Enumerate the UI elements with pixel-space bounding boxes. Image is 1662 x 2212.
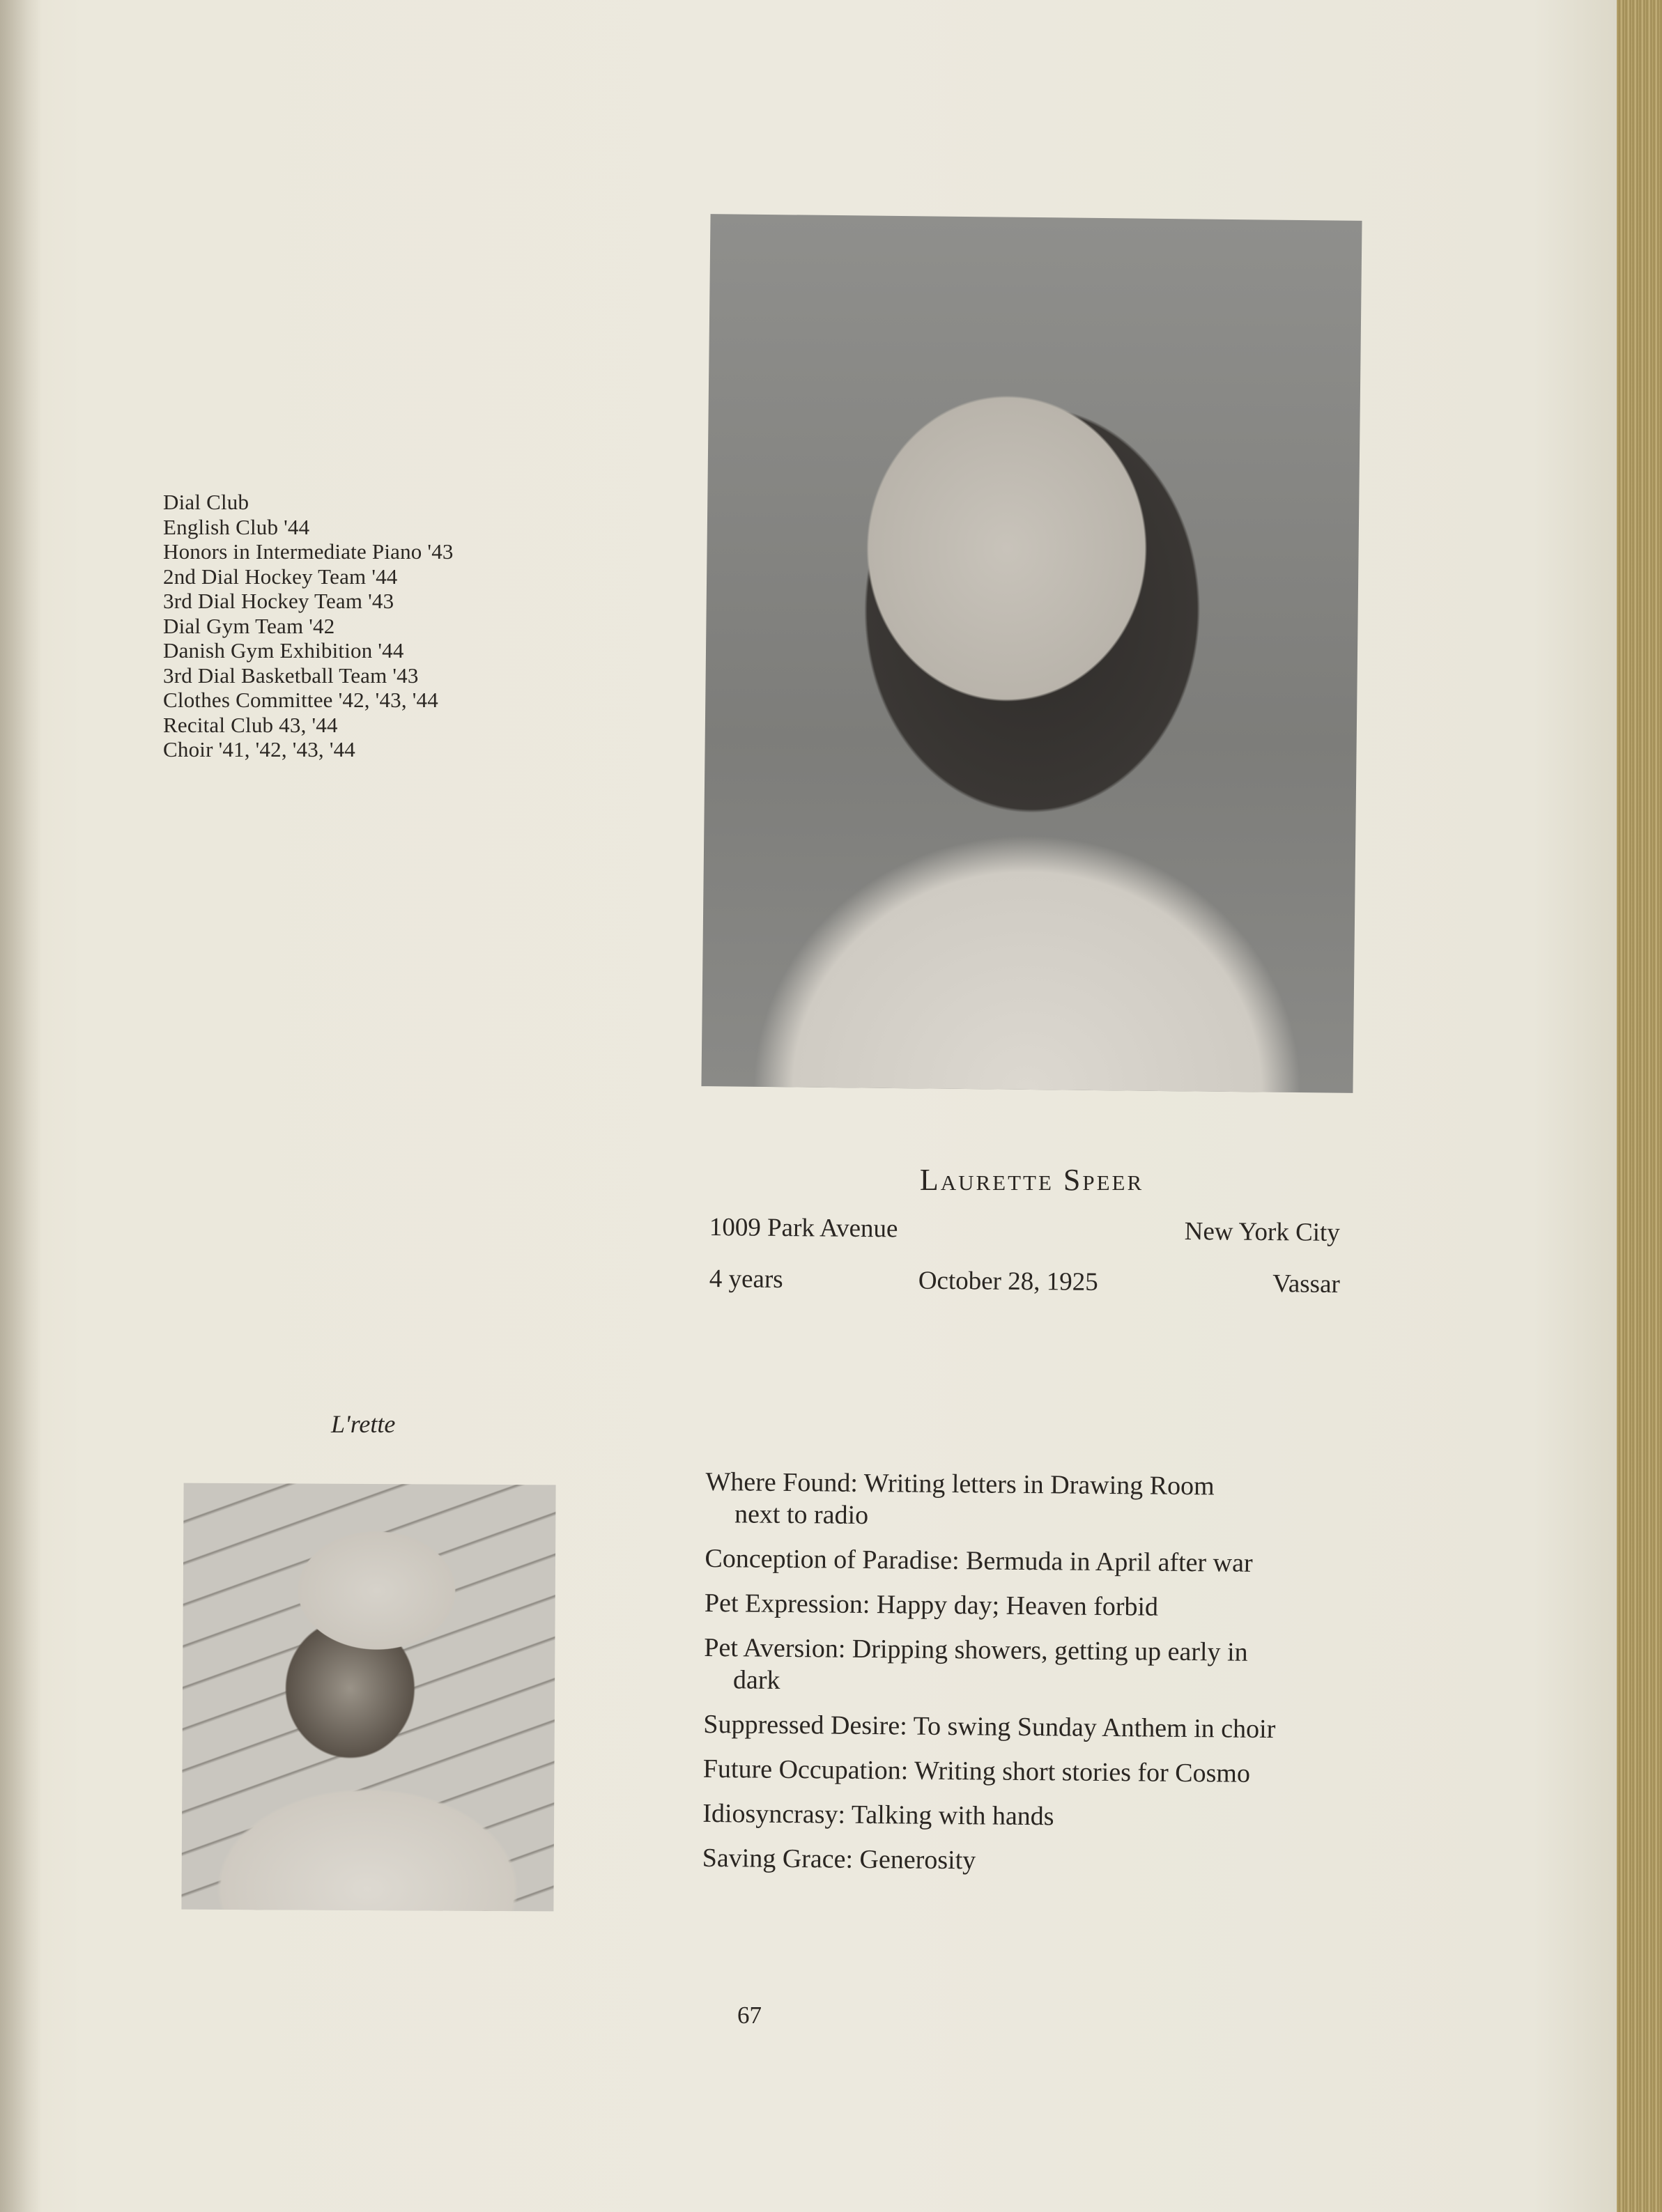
activity-item: Clothes Committee '42, '43, '44 [163,688,438,712]
activity-item: Danish Gym Exhibition '44 [163,638,404,663]
childhood-photo [181,1483,555,1912]
detail-continuation: dark [732,1665,780,1695]
detail-line: Pet Aversion: Dripping showers, getting up early in [704,1632,1248,1667]
detail-line: Pet Expression: Happy day; Heaven forbid [704,1588,1159,1622]
college: Vassar [1272,1269,1340,1299]
detail-pet-expression [705,1587,1353,1625]
activity-item: Recital Club 43, '44 [163,712,338,737]
activity-item: Honors in Intermediate Piano '43 [163,539,454,564]
portrait-blouse [701,724,1356,1093]
info-row [709,1264,1340,1299]
activity-item: Dial Gym Team '42 [163,613,335,638]
years-attended: 4 years [709,1264,783,1294]
detail-line: Where Found: Writing letters in Drawing Room [705,1467,1215,1501]
activity-item: 3rd Dial Hockey Team '43 [163,589,394,613]
street-address: 1009 Park Avenue [709,1213,898,1244]
activities-list [163,490,525,762]
detail-line: Future Occupation: Writing short stories for Cosmo [702,1754,1251,1788]
nickname: L'rette [331,1410,396,1438]
detail-line: Conception of Paradise: Bermuda in April after war [705,1543,1253,1578]
detail-future-occupation [703,1753,1351,1791]
city: New York City [1184,1217,1340,1247]
activity-item: Dial Club [163,490,249,514]
details-list [702,1466,1353,1892]
address-row [709,1212,1340,1247]
page-number: 67 [737,2002,762,2029]
detail-continuation: next to radio [734,1499,869,1530]
activity-item: 3rd Dial Basketball Team '43 [163,663,419,688]
detail-pet-aversion [704,1632,1353,1701]
birthdate: October 28, 1925 [918,1266,1098,1297]
detail-idiosyncrasy [702,1797,1351,1835]
detail-paradise [705,1542,1353,1580]
page-fold-shadow [0,0,42,2212]
activity-item: English Club '44 [163,514,310,539]
detail-line: Idiosyncrasy: Talking with hands [702,1798,1054,1832]
detail-saving-grace [702,1842,1351,1880]
detail-where-found [705,1466,1354,1536]
student-name: Laurette Speer [919,1163,1144,1197]
activity-item: Choir '41, '42, '43, '44 [163,737,356,761]
detail-suppressed-desire [703,1708,1351,1746]
senior-portrait-photo [701,214,1362,1093]
detail-line: Suppressed Desire: To swing Sunday Anthem in choir [703,1709,1276,1745]
activity-item: 2nd Dial Hockey Team '44 [163,564,398,589]
book-edge [1617,0,1662,2212]
detail-line: Saving Grace: Generosity [702,1843,976,1875]
